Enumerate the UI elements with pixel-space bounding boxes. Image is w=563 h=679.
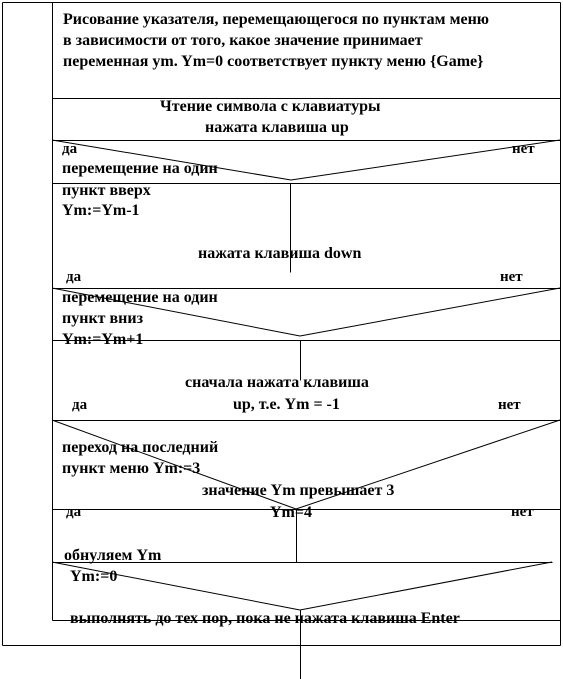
branch-up-action-line-2: пункт вверх — [62, 182, 151, 199]
header-line-1: Рисование указателя, перемещающегося по пунктам меню — [63, 11, 490, 28]
branch-up-action-line-1: перемещение на один — [62, 160, 218, 177]
branch-down-no-label: нет — [500, 269, 523, 285]
branch-down-yes-label: да — [66, 269, 82, 285]
branch-up-action-line-3: Ym:=Ym-1 — [62, 202, 140, 219]
branch-down-action-line-3: Ym:=Ym+1 — [62, 331, 144, 348]
read-line-1: Чтение символа с клавиатуры — [160, 98, 381, 115]
branch-down-action-line-1: перемещение на один — [62, 289, 218, 306]
branch-exceed-no-label: нет — [511, 504, 534, 520]
header-line-2: в зависимости от того, какое значение принимает — [63, 32, 423, 49]
branch-first-condition-line-1: сначала нажата клавиша — [185, 374, 369, 391]
branch-up-yes-label: да — [62, 141, 78, 157]
loop-footer-text: выполнять до тех пор, пока не нажата клавиша Enter — [70, 610, 460, 627]
decision-exceed-right-diagonal — [300, 562, 552, 610]
branch-exceed-yes-label: да — [66, 504, 82, 520]
branch-down-condition: нажата клавиша down — [198, 245, 362, 262]
branch-exceed-condition-line-1: значение Ym превышает 3 — [202, 482, 395, 499]
branch-first-yes-label: да — [72, 397, 88, 413]
branch-first-no-label: нет — [498, 397, 521, 413]
branch-first-action-line-1: переход на последний — [62, 439, 219, 456]
branch-exceed-condition-line-2: Ym=4 — [270, 504, 312, 521]
branch-down-action-line-2: пункт вниз — [62, 310, 144, 327]
branch-up-no-label: нет — [512, 141, 535, 157]
branch-first-condition-line-2: up, т.е. Ym = -1 — [233, 396, 340, 413]
branch-exceed-action-line-2: Ym:=0 — [70, 568, 118, 585]
read-line-2: нажата клавиша up — [205, 119, 349, 136]
branch-first-action-line-2: пункт меню Ym:=3 — [62, 460, 201, 477]
header-line-3: переменная ym. Ym=0 соответствует пункту меню {Game} — [63, 53, 484, 70]
decision-down-right-diagonal — [300, 288, 560, 336]
branch-exceed-action-line-1: обнуляем Ym — [64, 547, 162, 564]
